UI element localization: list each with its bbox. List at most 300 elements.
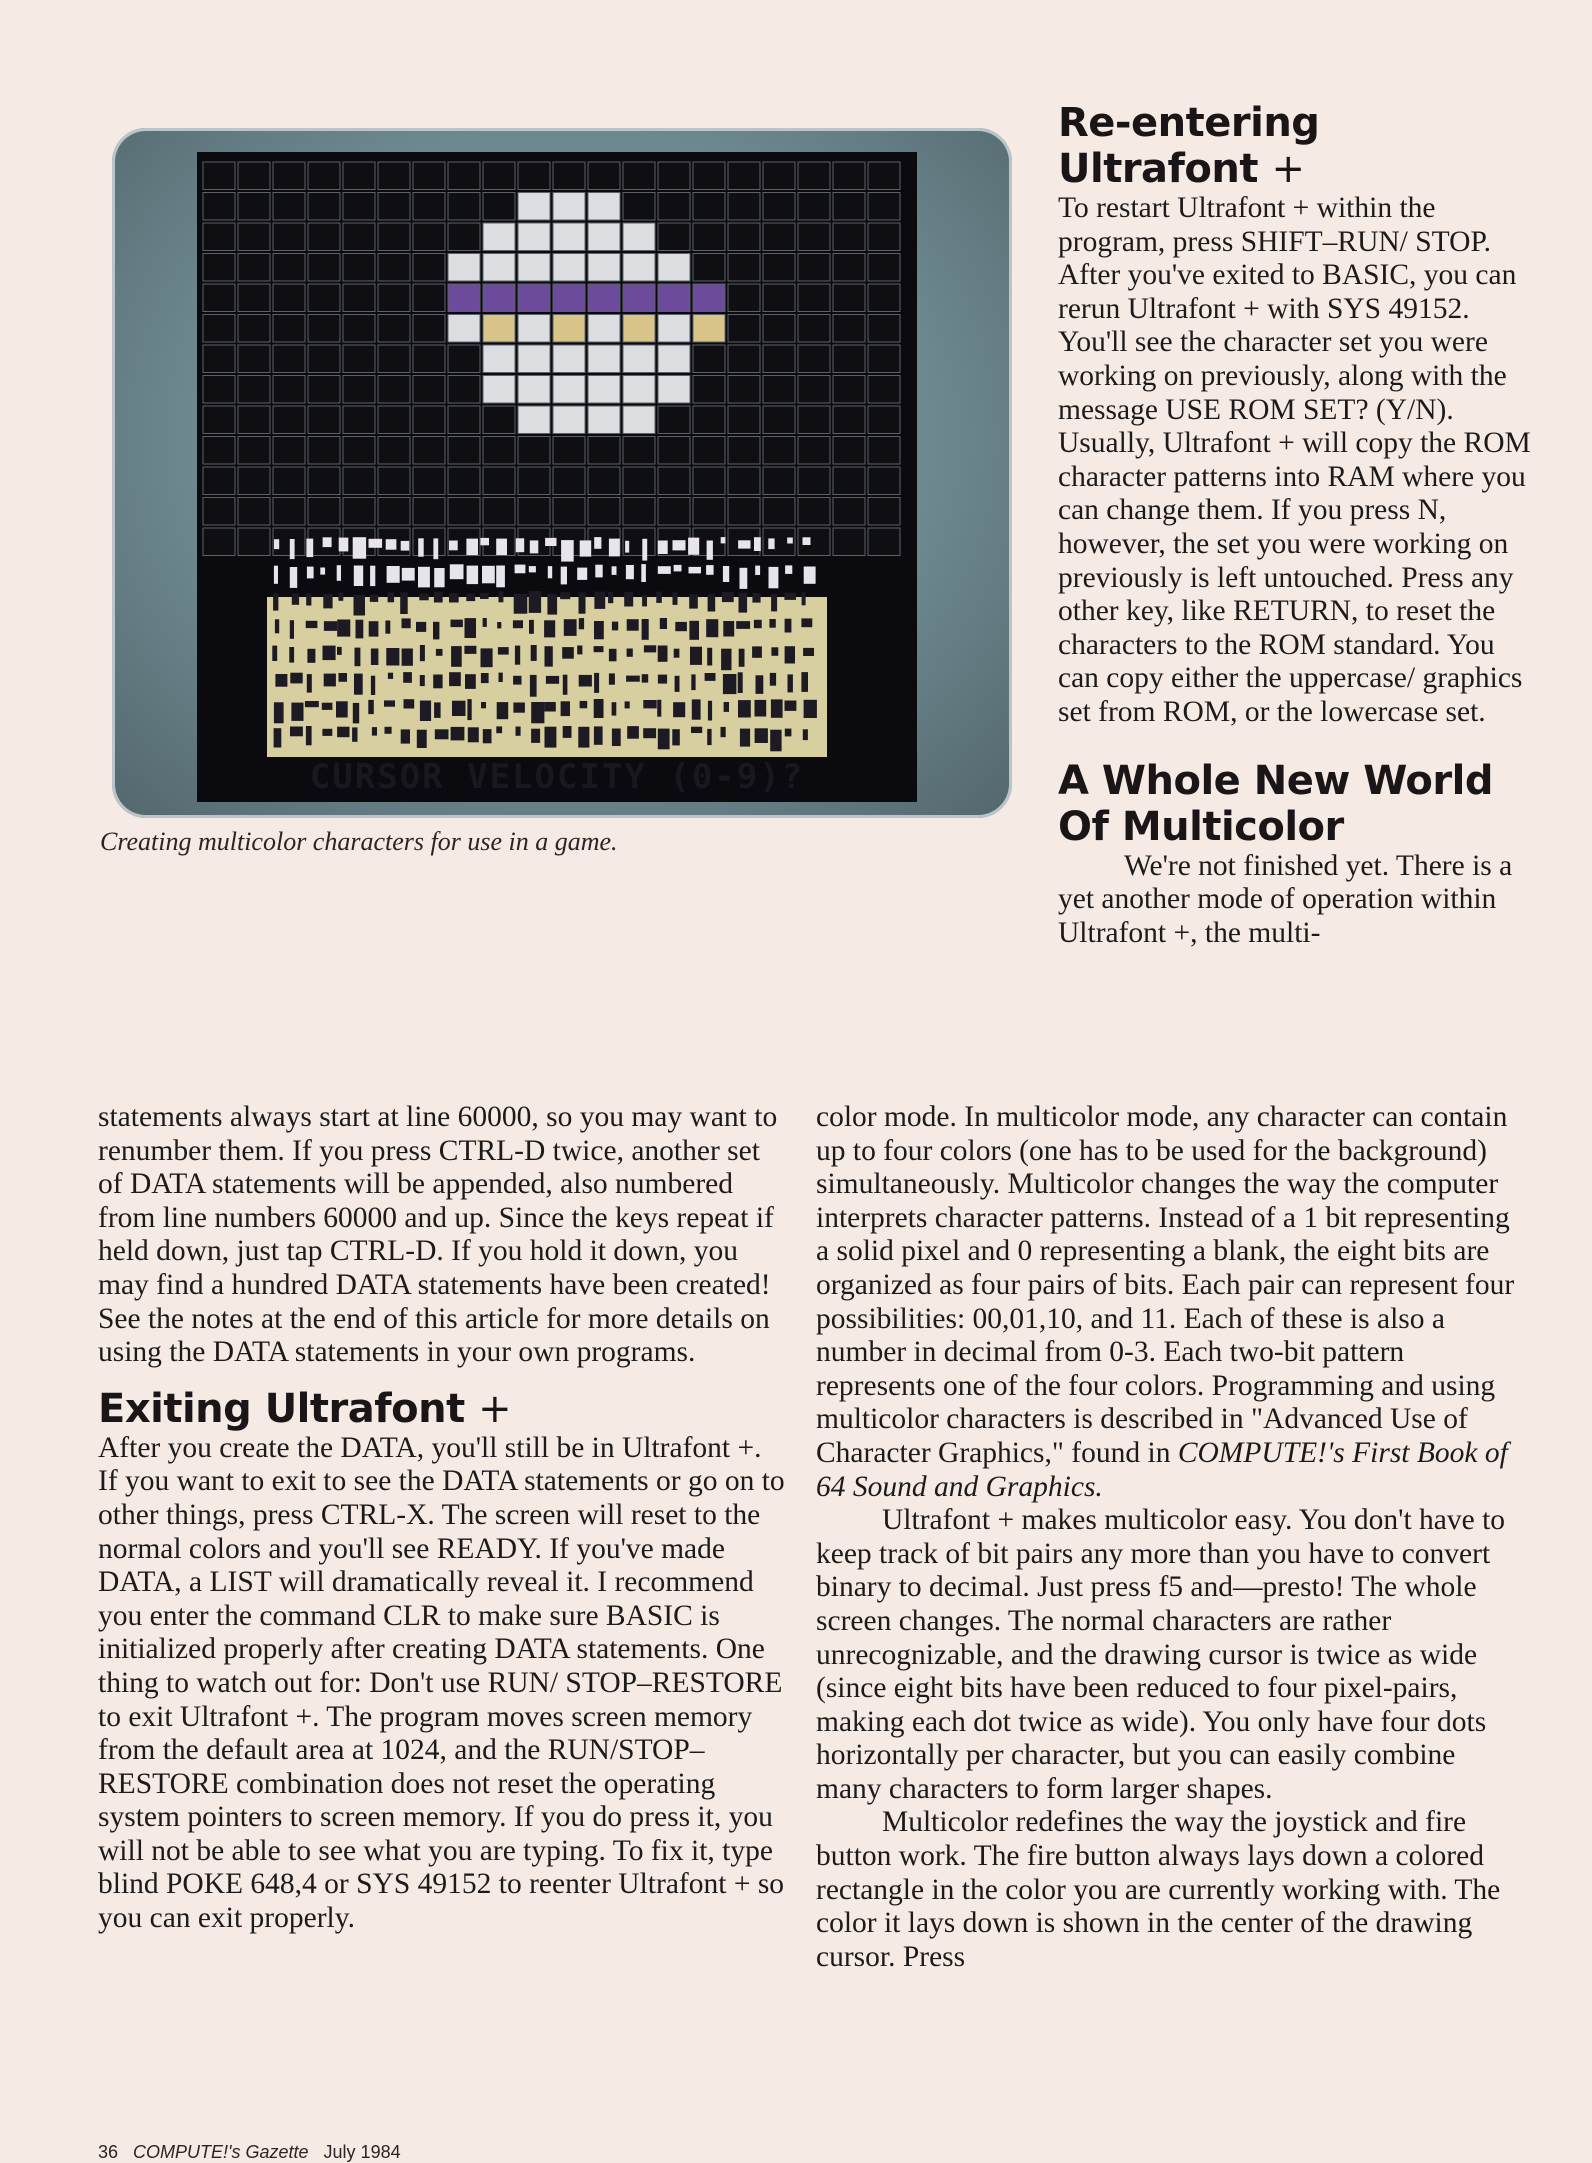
charset-glyph [451, 727, 465, 741]
grid-cell [413, 284, 445, 312]
charset-glyph [577, 646, 582, 655]
grid-cell [203, 437, 235, 465]
charset-glyph [579, 593, 586, 614]
charset-glyph [290, 620, 294, 639]
grid-cell [238, 376, 270, 404]
charset-glyph [738, 700, 751, 717]
charset-glyph [337, 620, 350, 637]
charset-glyph [756, 675, 764, 694]
grid-cell [203, 162, 235, 190]
grid-cell [483, 223, 515, 251]
grid-cell [833, 254, 865, 282]
grid-cell [343, 345, 375, 373]
grid-cell [553, 376, 585, 404]
grid-cell [658, 193, 690, 221]
grid-cell [798, 193, 830, 221]
charset-glyph [386, 539, 397, 550]
grid-cell [483, 315, 515, 343]
grid-cell [308, 162, 340, 190]
charset-glyph [594, 699, 604, 718]
grid-cell [378, 376, 410, 404]
charset-glyph [433, 675, 442, 689]
charset-glyph [355, 648, 361, 667]
grid-cell [798, 162, 830, 190]
grid-cell [658, 315, 690, 343]
grid-cell [448, 498, 480, 526]
charset-glyph [322, 729, 332, 736]
charset-glyph [803, 648, 814, 656]
charset-glyph [290, 567, 297, 588]
grid-cell [308, 467, 340, 495]
charset-glyph [353, 703, 359, 724]
charset-glyph [691, 727, 702, 733]
charset-glyph [274, 702, 284, 723]
charset-glyph [674, 565, 682, 572]
charset-glyph [499, 591, 504, 602]
issue-date: July 1984 [323, 2142, 401, 2162]
charset-glyph [706, 619, 718, 637]
multicolor-text: color mode. In multicolor mode, any character can contain up to four colors (one has to be used for the background) simultaneously. Multicolor changes the way the computer interprets character patterns. Instead of a 1 bit representing a solid pixel and 0 representing a blank, the eight bits are organized as four pairs of bits. Each pair can represent four possibilities: 00,01,10, and 11. Each of these is also a number in decimal from 0-3. Each two-bit pattern represents one of the four colors. Programming and using multicolor characters is described in "Advanced Use of Character Graphics," found in [816, 1101, 1515, 1469]
grid-cell [868, 528, 900, 556]
charset-glyph [689, 621, 699, 640]
charset-glyph [612, 729, 621, 747]
charset-glyph [496, 539, 507, 555]
grid-cell [238, 528, 270, 556]
charset-glyph [385, 727, 392, 734]
grid-cell [308, 376, 340, 404]
charset-glyph [466, 539, 478, 555]
grid-cell [308, 498, 340, 526]
charset-glyph [420, 701, 431, 722]
charset-glyph [579, 675, 592, 687]
grid-cell [273, 376, 305, 404]
grid-cell [483, 437, 515, 465]
charset-glyph [434, 592, 443, 603]
grid-cell [798, 376, 830, 404]
charset-glyph [515, 565, 526, 574]
charset-glyph [594, 673, 599, 693]
charset-glyph [529, 620, 534, 634]
charset-glyph [771, 647, 778, 656]
charset-glyph [323, 594, 332, 608]
heading-plus-sign: + [478, 1385, 512, 1432]
charset-glyph [643, 728, 656, 738]
grid-cell [273, 193, 305, 221]
charset-glyph [497, 622, 501, 628]
grid-cell [658, 437, 690, 465]
grid-cell [833, 376, 865, 404]
charset-glyph [738, 672, 743, 693]
grid-cell [798, 467, 830, 495]
grid-cell [658, 376, 690, 404]
charset-glyph [721, 537, 726, 543]
grid-cell [448, 345, 480, 373]
grid-cell [518, 376, 550, 404]
grid-cell [203, 498, 235, 526]
charset-glyph [594, 621, 604, 639]
charset-glyph [688, 538, 699, 555]
charset-glyph [785, 646, 795, 663]
charset-glyph [387, 566, 400, 583]
heading-multicolor [1058, 758, 1538, 850]
right-column-continued [816, 1101, 1516, 1974]
charset-glyph [689, 567, 702, 574]
grid-cell [553, 193, 585, 221]
grid-cell [413, 467, 445, 495]
charset-glyph [401, 729, 410, 743]
screen-graphic [197, 152, 917, 802]
charset-glyph [464, 646, 476, 654]
edit-grid [203, 162, 900, 556]
charset-glyph [274, 728, 282, 747]
charset-glyph [420, 645, 425, 661]
grid-cell [588, 376, 620, 404]
charset-glyph [436, 649, 443, 656]
grid-cell [763, 467, 795, 495]
charset-glyph [339, 538, 349, 552]
grid-cell [273, 467, 305, 495]
grid-cell [238, 315, 270, 343]
charset-glyph [322, 703, 333, 710]
charset-glyph [451, 620, 463, 628]
grid-cell [483, 162, 515, 190]
charset-glyph [290, 539, 295, 559]
charset-glyph [388, 673, 393, 679]
grid-cell [518, 315, 550, 343]
grid-cell [868, 193, 900, 221]
grid-cell [448, 437, 480, 465]
grid-cell [693, 406, 725, 434]
grid-cell [448, 467, 480, 495]
grid-cell [833, 345, 865, 373]
grid-cell [623, 162, 655, 190]
charset-glyph [802, 592, 806, 605]
grid-cell [763, 223, 795, 251]
charset-glyph [434, 702, 441, 718]
charset-glyph [400, 592, 408, 614]
charset-glyph [496, 726, 502, 733]
grid-cell [833, 223, 865, 251]
charset-glyph [658, 566, 671, 574]
charset-glyph [752, 646, 762, 657]
grid-cell [553, 254, 585, 282]
charset-glyph [274, 566, 278, 584]
grid-cell [308, 345, 340, 373]
grid-cell [448, 406, 480, 434]
grid-cell [553, 467, 585, 495]
charset-glyph [354, 595, 366, 616]
grid-cell [588, 467, 620, 495]
charset-glyph [516, 538, 524, 552]
charset-glyph [369, 621, 379, 636]
grid-cell [448, 376, 480, 404]
charset-glyph [579, 618, 584, 629]
grid-cell [518, 437, 550, 465]
charset-glyph [708, 594, 716, 612]
charset-glyph [545, 646, 553, 666]
grid-cell [378, 193, 410, 221]
charset-glyph [561, 540, 574, 562]
charset-glyph [496, 566, 505, 588]
grid-cell [413, 315, 445, 343]
grid-cell [518, 162, 550, 190]
charset-glyph [707, 541, 713, 560]
grid-cell [658, 345, 690, 373]
charset-glyph [530, 675, 537, 697]
grid-cell [343, 498, 375, 526]
charset-glyph [755, 566, 760, 575]
grid-cell [518, 223, 550, 251]
grid-cell [378, 437, 410, 465]
charset-glyph [755, 728, 768, 743]
charset-glyph [371, 649, 379, 666]
grid-cell [238, 284, 270, 312]
charset-glyph [770, 730, 781, 752]
charset-glyph [305, 701, 319, 707]
charset-glyph [337, 727, 349, 738]
charset-glyph [769, 619, 775, 628]
grid-cell [763, 376, 795, 404]
charset-glyph [721, 649, 731, 671]
grid-cell [238, 498, 270, 526]
grid-cell [588, 315, 620, 343]
grid-cell [728, 284, 760, 312]
charset-glyph [449, 541, 458, 551]
grid-cell [308, 223, 340, 251]
charset-glyph [691, 674, 695, 690]
grid-cell [518, 406, 550, 434]
grid-cell [273, 437, 305, 465]
charset-glyph [404, 699, 415, 708]
grid-cell [413, 254, 445, 282]
grid-cell [483, 498, 515, 526]
grid-cell [833, 498, 865, 526]
grid-cell [728, 376, 760, 404]
charset-glyph [672, 729, 680, 745]
charset-glyph [482, 566, 495, 584]
grid-cell [763, 437, 795, 465]
heading-plus-sign: + [1271, 146, 1305, 192]
grid-cell [273, 315, 305, 343]
grid-cell [798, 254, 830, 282]
charset-glyph [577, 568, 587, 580]
charset-glyph [402, 649, 413, 666]
charset-glyph [529, 566, 536, 572]
charset-glyph [545, 538, 556, 546]
charset-glyph [354, 566, 363, 587]
grid-cell [273, 223, 305, 251]
grid-cell [483, 406, 515, 434]
figure-caption: Creating multicolor characters for use in a game. [100, 827, 618, 856]
grid-cell [343, 406, 375, 434]
page-number: 36 [98, 2142, 119, 2162]
grid-cell [833, 528, 865, 556]
grid-cell [588, 345, 620, 373]
charset-glyph [306, 593, 311, 605]
charset-glyph [563, 726, 572, 738]
charset-glyph [594, 537, 601, 549]
charset-glyph [801, 618, 812, 627]
grid-cell [693, 254, 725, 282]
charset-glyph [707, 729, 711, 745]
charset-glyph [736, 621, 750, 629]
grid-cell [658, 498, 690, 526]
grid-cell [588, 498, 620, 526]
charset-glyph [401, 541, 410, 551]
grid-cell [413, 406, 445, 434]
grid-cell [693, 223, 725, 251]
charset-glyph [433, 622, 439, 640]
charset-glyph [468, 727, 479, 742]
grid-cell [623, 345, 655, 373]
grid-cell [518, 498, 550, 526]
charset-glyph [483, 729, 492, 743]
charset-glyph [563, 675, 568, 695]
grid-cell [833, 162, 865, 190]
charset-glyph [578, 727, 589, 748]
charset-glyph [770, 673, 776, 686]
charset-glyph [626, 676, 640, 682]
charset-glyph [804, 700, 817, 718]
charset-glyph [787, 538, 793, 544]
charset-glyph [769, 567, 779, 588]
monitor-screen [197, 152, 917, 802]
charset-glyph [498, 647, 509, 655]
charset-glyph [481, 538, 490, 545]
charset-glyph [580, 701, 588, 708]
grid-cell [308, 254, 340, 282]
charset-glyph [625, 541, 629, 553]
grid-cell [588, 254, 620, 282]
grid-cell [343, 223, 375, 251]
grid-cell [798, 315, 830, 343]
charset-glyph [740, 729, 750, 747]
grid-cell [448, 254, 480, 282]
grid-cell [623, 406, 655, 434]
grid-cell [728, 498, 760, 526]
charset-glyph [785, 565, 792, 574]
grid-cell [868, 315, 900, 343]
grid-cell [308, 406, 340, 434]
grid-cell [413, 162, 445, 190]
charset-glyph [465, 674, 476, 689]
charset-glyph [499, 673, 503, 682]
grid-cell [238, 345, 270, 373]
charset-glyph [323, 537, 332, 547]
grid-cell [588, 223, 620, 251]
charset-glyph [306, 539, 313, 558]
charset-glyph [544, 620, 555, 637]
charset-glyph [675, 622, 687, 631]
grid-cell [763, 406, 795, 434]
grid-cell [553, 437, 585, 465]
multicolor-easy-paragraph: Ultrafont + makes multicolor easy. You don't have to keep track of bit pairs any more than you have to convert binary to decimal. Just press f5 and—presto! The whole screen changes. The normal characters are rather unrecognizable, and the drawing cursor is twice as wide (since eight bits have been reduced to four pixel-pairs, making each dot twice as wide). You only have four dots horizontally per character, but you can easily combine many characters to form larger shapes. [816, 1504, 1506, 1805]
grid-cell [833, 437, 865, 465]
charset-glyph [560, 592, 570, 599]
grid-cell [413, 376, 445, 404]
charset-glyph [372, 727, 377, 736]
charset-glyph [692, 699, 701, 719]
charset-glyph [612, 566, 617, 575]
charset-glyph [625, 701, 630, 708]
charset-glyph [352, 727, 357, 741]
grid-cell [378, 315, 410, 343]
charset-glyph [530, 540, 539, 553]
charset-glyph [418, 538, 424, 556]
grid-cell [623, 223, 655, 251]
charset-glyph [483, 618, 487, 627]
grid-cell [728, 467, 760, 495]
grid-cell [728, 345, 760, 373]
grid-cell [203, 223, 235, 251]
charset-glyph [768, 538, 774, 549]
grid-cell [868, 437, 900, 465]
charset-glyph [306, 726, 312, 745]
multicolor-paragraph-start: We're not finished yet. There is a yet another mode of operation within Ultrafont +, the multi- [1058, 849, 1513, 949]
grid-cell [763, 345, 795, 373]
charset-glyph [290, 727, 303, 737]
grid-cell [868, 345, 900, 373]
charset-glyph [658, 646, 668, 662]
charset-glyph [515, 646, 520, 665]
grid-cell [868, 223, 900, 251]
grid-cell [798, 437, 830, 465]
grid-cell [693, 345, 725, 373]
grid-cell [238, 437, 270, 465]
grid-cell [483, 345, 515, 373]
grid-cell [343, 467, 375, 495]
charset-glyph [529, 591, 541, 613]
charset-glyph [609, 649, 617, 662]
grid-cell [448, 193, 480, 221]
grid-cell [623, 254, 655, 282]
grid-cell [623, 193, 655, 221]
charset-glyph [705, 673, 716, 681]
character-set-area [267, 537, 827, 757]
charset-glyph [290, 673, 302, 684]
charset-glyph [516, 727, 521, 736]
charset-glyph [324, 621, 337, 631]
grid-cell [658, 467, 690, 495]
charset-glyph [320, 568, 325, 575]
grid-cell [238, 223, 270, 251]
charset-glyph [531, 702, 544, 723]
charset-glyph [656, 592, 662, 603]
charset-glyph [292, 593, 299, 604]
charset-glyph [388, 592, 395, 602]
charset-glyph [608, 592, 613, 603]
charset-glyph [480, 593, 489, 599]
grid-cell [203, 406, 235, 434]
charset-glyph [531, 729, 540, 743]
screen-prompt: CURSOR VELOCITY (0-9)? [309, 757, 805, 797]
grid-cell [343, 376, 375, 404]
grid-cell [203, 345, 235, 373]
charset-glyph [673, 702, 685, 717]
grid-cell [413, 193, 445, 221]
charset-glyph [674, 649, 680, 658]
charset-glyph [306, 621, 318, 628]
grid-cell [378, 498, 410, 526]
left-column [98, 1101, 788, 1936]
charset-glyph [467, 699, 471, 720]
grid-cell [203, 467, 235, 495]
charset-glyph [384, 700, 395, 706]
charset-glyph [785, 701, 797, 711]
grid-cell [553, 406, 585, 434]
grid-cell [693, 376, 725, 404]
charset-glyph [690, 647, 702, 665]
